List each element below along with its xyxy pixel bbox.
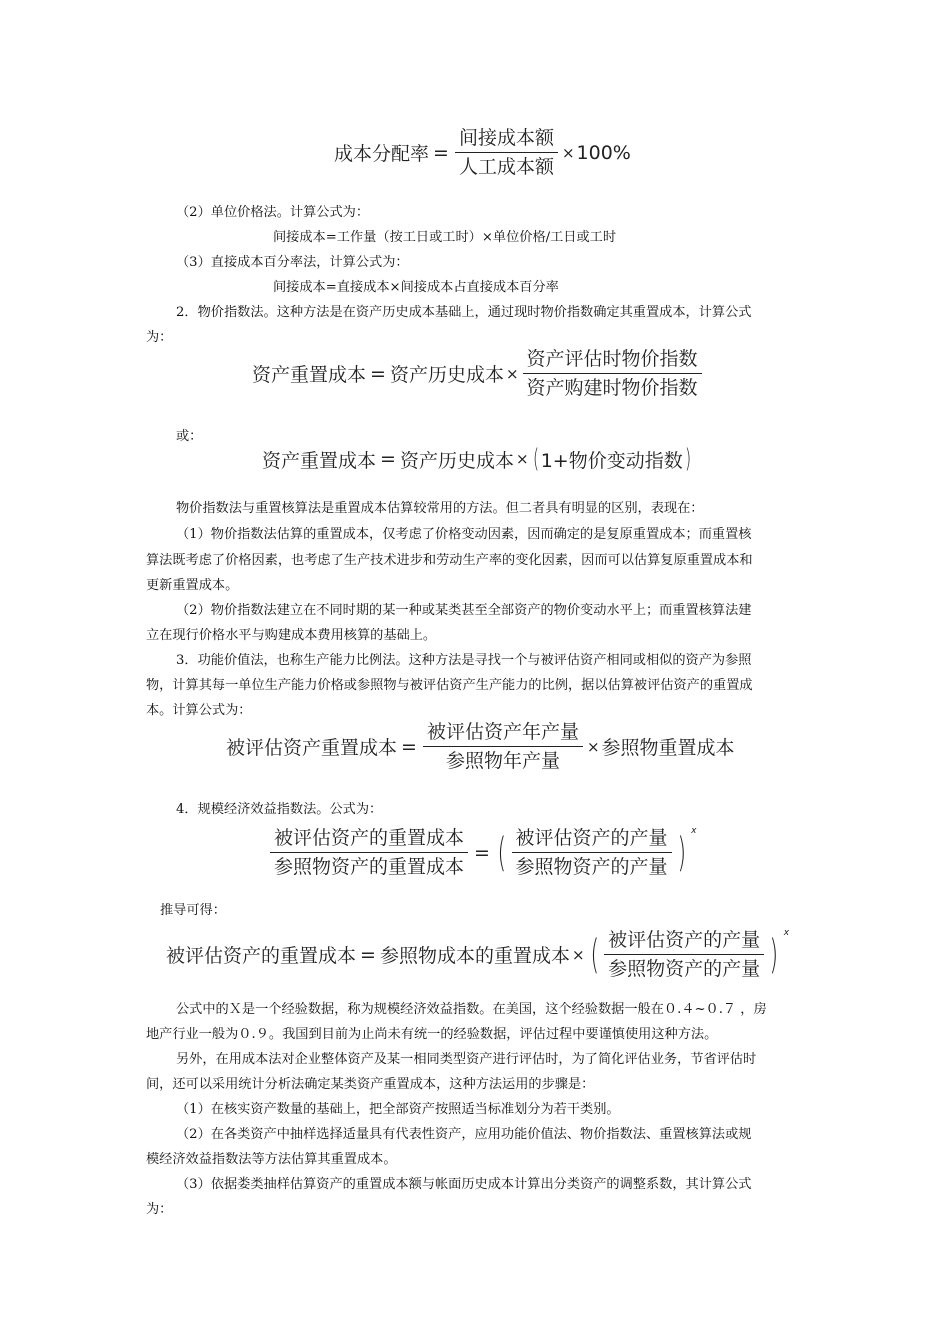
equals-sign: = bbox=[401, 735, 417, 758]
text-line: 物，计算其每一单位生产能力价格或参照物与被评估资产生产能力的比例，据以估算被评估资产的重置成 bbox=[146, 678, 753, 693]
left-paren: ( bbox=[497, 829, 507, 876]
fraction-numerator: 间接成本额 bbox=[455, 126, 558, 153]
fraction bbox=[604, 928, 764, 981]
text-line: 间接成本=直接成本×间接成本占直接成本百分率 bbox=[273, 280, 559, 295]
text-line: 另外，在用成本法对企业整体资产及某一相同类型资产进行评估时，为了简化评估业务，节省评估时 bbox=[176, 1052, 757, 1067]
formula-tail: 参照物重置成本 bbox=[601, 737, 735, 759]
fraction bbox=[423, 720, 583, 773]
text-line: 间接成本=工作量（按工日或工时）×单位价格/工日或工时 bbox=[273, 230, 617, 245]
times-sign: × bbox=[515, 450, 529, 468]
formula-lhs: 成本分配率 bbox=[334, 143, 430, 165]
left-paren: ( bbox=[532, 444, 539, 474]
text-line: 物价指数法与重置核算法是重置成本估算较常用的方法。但二者具有明显的区别，表现在： bbox=[176, 501, 704, 516]
equals-sign: = bbox=[370, 362, 386, 385]
text-line: （2）单位价格法。计算公式为： bbox=[176, 205, 370, 220]
fraction-numerator: 被评估资产的产量 bbox=[604, 928, 764, 955]
times-sign: × bbox=[571, 945, 585, 964]
fraction-denominator: 参照物资产的产量 bbox=[608, 958, 761, 980]
formula-price-index bbox=[252, 347, 704, 400]
fraction-denominator: 参照物资产的重置成本 bbox=[274, 856, 465, 878]
text-line: 或： bbox=[176, 429, 203, 444]
formula-mid: 参照物成本的重置成本 bbox=[379, 945, 570, 967]
text-line: 2．物价指数法。这种方法是在资产历史成本基础上，通过现时物价指数确定其重置成本，计算公式 bbox=[176, 305, 752, 320]
right-paren: ) bbox=[769, 931, 779, 978]
text-line: 本。计算公式为： bbox=[146, 703, 252, 718]
equals-sign: = bbox=[360, 943, 376, 966]
fraction-denominator: 资产购建时物价指数 bbox=[526, 377, 698, 399]
fraction-numerator: 被评估资产年产量 bbox=[423, 720, 583, 747]
text-line: 模经济效益指数法等方法估算其重置成本。 bbox=[146, 1152, 397, 1167]
formula-functional-value bbox=[226, 720, 735, 773]
left-paren: ( bbox=[590, 931, 599, 978]
text-line: （3）直接成本百分率法，计算公式为： bbox=[176, 255, 409, 270]
fraction-left bbox=[270, 826, 468, 879]
right-paren: ) bbox=[677, 829, 686, 876]
text-line: 4．规模经济效益指数法。公式为： bbox=[176, 802, 383, 817]
formula-lhs: 资产重置成本 bbox=[262, 449, 377, 472]
fraction-denominator: 参照物年产量 bbox=[445, 750, 560, 772]
formula-tail: 100% bbox=[576, 141, 631, 164]
formula-mid: 资产历史成本 bbox=[389, 364, 504, 386]
fraction-numerator: 资产评估时物价指数 bbox=[523, 347, 702, 374]
text-line: 更新重置成本。 bbox=[146, 578, 239, 593]
text-line: （2）物价指数法建立在不同时期的某一种或某类甚至全部资产的物价变动水平上；而重置核算法建 bbox=[176, 603, 752, 618]
formula-price-change-index bbox=[262, 444, 693, 474]
formula-lhs: 被评估资产的重置成本 bbox=[166, 945, 357, 967]
fraction-numerator: 被评估资产的产量 bbox=[512, 826, 672, 853]
formula-scale-economy bbox=[268, 826, 697, 879]
text-line: 3．功能价值法，也称生产能力比例法。这种方法是寻找一个与被评估资产相同或相似的资产为参照 bbox=[176, 653, 752, 668]
text-line: （2）在各类资产中抽样选择适量具有代表性资产，应用功能价值法、物价指数法、重置核算法或规 bbox=[176, 1127, 752, 1142]
equals-sign: = bbox=[380, 448, 396, 470]
text-line: 为： bbox=[146, 1202, 173, 1217]
exponent: x bbox=[783, 928, 790, 938]
formula-cost-allocation-rate bbox=[334, 126, 631, 179]
right-paren: ) bbox=[684, 444, 691, 474]
fraction bbox=[455, 126, 558, 179]
fraction-right bbox=[512, 826, 672, 879]
text-line: （3）依据娄类抽样估算资产的重置成本额与帐面历史成本计算出分类资产的调整系数，其计算公式 bbox=[176, 1177, 752, 1192]
times-sign: × bbox=[561, 143, 575, 162]
times-sign: × bbox=[505, 364, 519, 383]
text-line: 立在现行价格水平与购建成本费用核算的基础上。 bbox=[146, 628, 437, 643]
equals-sign: = bbox=[433, 141, 449, 164]
fraction-numerator: 被评估资产的重置成本 bbox=[270, 826, 468, 853]
formula-inner: 1+物价变动指数 bbox=[540, 449, 683, 472]
text-line: 地产行业一般为０.９。我国到目前为止尚未有统一的经验数据，评估过程中要谨慎使用这种方法。 bbox=[146, 1027, 718, 1042]
text-line: （1）物价指数法估算的重置成本，仅考虑了价格变动因素，因而确定的是复原重置成本；而重置核 bbox=[176, 527, 752, 542]
fraction bbox=[523, 347, 702, 400]
equals-sign: = bbox=[474, 841, 490, 864]
text-line: 为： bbox=[146, 330, 173, 345]
formula-derived bbox=[166, 928, 789, 981]
formula-mid: 资产历史成本 bbox=[399, 449, 514, 472]
text-line: （1）在核实资产数量的基础上，把全部资产按照适当标准划分为若干类别。 bbox=[176, 1102, 620, 1117]
text-line: 算法既考虑了价格因素，也考虑了生产技术进步和劳动生产率的变化因素，因而可以估算复原重置成本和 bbox=[146, 553, 753, 568]
exponent: x bbox=[691, 826, 697, 836]
text-line: 推导可得： bbox=[160, 903, 226, 918]
formula-lhs: 资产重置成本 bbox=[252, 364, 367, 386]
formula-lhs: 被评估资产重置成本 bbox=[226, 737, 398, 759]
text-line: 公式中的Ｘ是一个经验数据，称为规模经济效益指数。在美国，这个经验数据一般在０.４~０.７ ，房 bbox=[176, 1002, 767, 1017]
times-sign: × bbox=[586, 737, 600, 756]
text-line: 间，还可以采用统计分析法确定某类资产重置成本，这种方法运用的步骤是： bbox=[146, 1077, 595, 1092]
fraction-denominator: 人工成本额 bbox=[458, 156, 554, 178]
fraction-denominator: 参照物资产的产量 bbox=[515, 856, 668, 878]
